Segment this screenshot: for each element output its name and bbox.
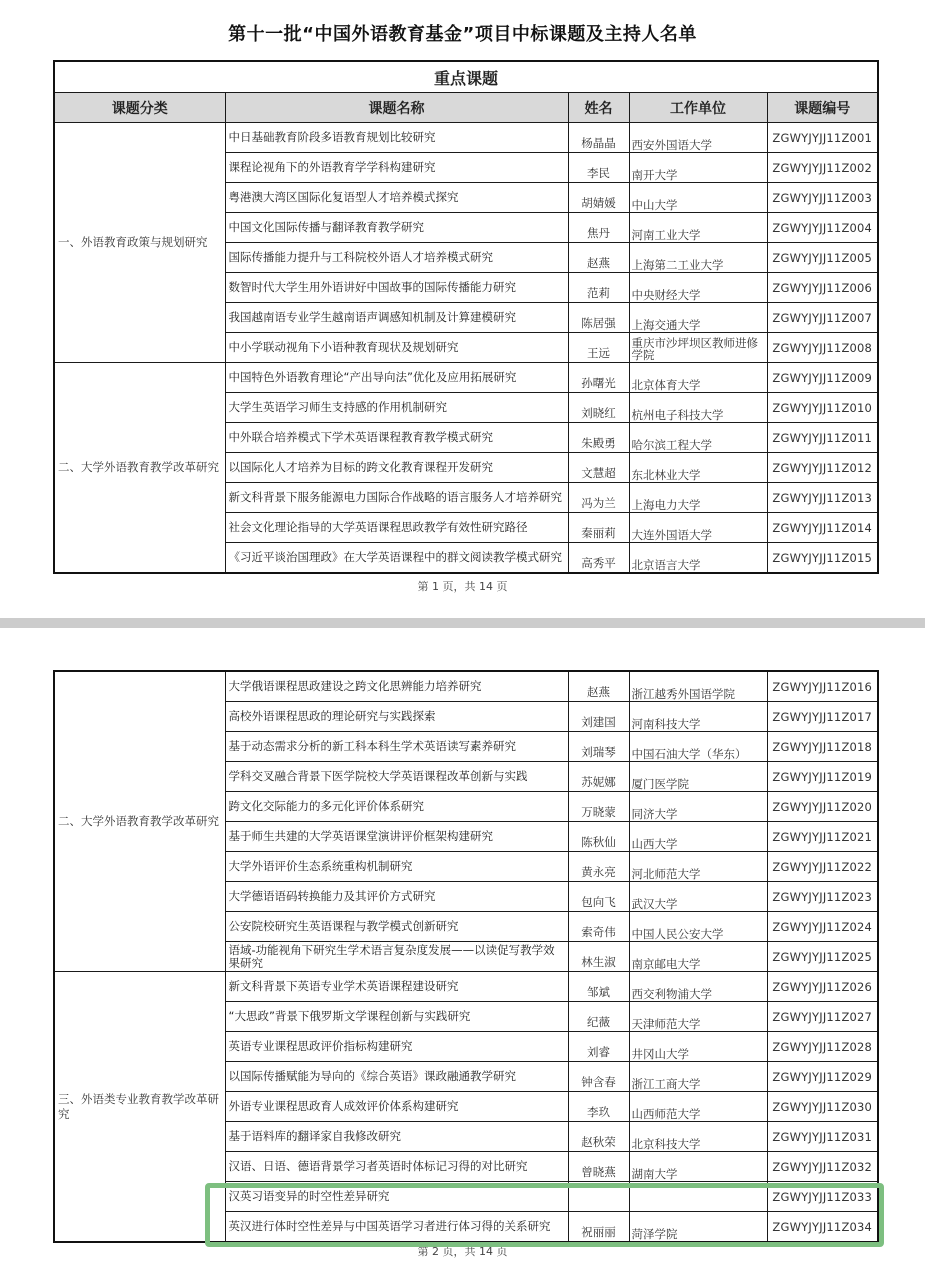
name-cell: 高秀平 bbox=[568, 543, 629, 574]
page2-table bbox=[53, 670, 879, 1243]
code-cell: ZGWYJYJJ11Z034 bbox=[767, 1212, 878, 1243]
topic-cell: 粤港澳大湾区国际化复语型人才培养模式探究 bbox=[225, 183, 568, 213]
code-cell: ZGWYJYJJ11Z008 bbox=[767, 333, 878, 363]
name-cell: 纪薇 bbox=[568, 1002, 629, 1032]
name-cell: 焦丹 bbox=[568, 213, 629, 243]
code-cell: ZGWYJYJJ11Z021 bbox=[767, 822, 878, 852]
unit-cell: 浙江越秀外国语学院 bbox=[629, 671, 767, 702]
code-cell: ZGWYJYJJ11Z016 bbox=[767, 671, 878, 702]
name-cell: 刘瑞琴 bbox=[568, 732, 629, 762]
code-cell: ZGWYJYJJ11Z012 bbox=[767, 453, 878, 483]
table-row bbox=[54, 671, 878, 702]
unit-cell: 西安外国语大学 bbox=[629, 123, 767, 153]
name-cell: 李民 bbox=[568, 153, 629, 183]
unit-cell: 北京体育大学 bbox=[629, 363, 767, 393]
topic-cell: 数智时代大学生用外语讲好中国故事的国际传播能力研究 bbox=[225, 273, 568, 303]
code-cell: ZGWYJYJJ11Z010 bbox=[767, 393, 878, 423]
code-cell: ZGWYJYJJ11Z028 bbox=[767, 1032, 878, 1062]
name-cell: 陈居强 bbox=[568, 303, 629, 333]
unit-cell: 中国人民公安大学 bbox=[629, 912, 767, 942]
name-cell: 钟含春 bbox=[568, 1062, 629, 1092]
name-cell: 黄永亮 bbox=[568, 852, 629, 882]
unit-cell: 西交利物浦大学 bbox=[629, 972, 767, 1002]
topic-cell: 中国文化国际传播与翻译教育教学研究 bbox=[225, 213, 568, 243]
code-cell: ZGWYJYJJ11Z007 bbox=[767, 303, 878, 333]
code-cell: ZGWYJYJJ11Z023 bbox=[767, 882, 878, 912]
topic-cell: 汉语、日语、德语背景学习者英语时体标记习得的对比研究 bbox=[225, 1152, 568, 1182]
topic-cell: 大学俄语课程思政建设之跨文化思辨能力培养研究 bbox=[225, 671, 568, 702]
unit-cell: 上海交通大学 bbox=[629, 303, 767, 333]
name-cell: 包向飞 bbox=[568, 882, 629, 912]
name-cell: 杨晶晶 bbox=[568, 123, 629, 153]
highlight-annotation-box bbox=[205, 1183, 884, 1247]
code-cell: ZGWYJYJJ11Z033 bbox=[767, 1182, 878, 1212]
name-cell: 祝丽丽 bbox=[568, 1212, 629, 1243]
name-cell: 刘建国 bbox=[568, 702, 629, 732]
code-cell: ZGWYJYJJ11Z001 bbox=[767, 123, 878, 153]
code-cell: ZGWYJYJJ11Z015 bbox=[767, 543, 878, 574]
name-cell: 范莉 bbox=[568, 273, 629, 303]
name-cell: 秦丽莉 bbox=[568, 513, 629, 543]
topic-cell: 中国特色外语教育理论“产出导向法”优化及应用拓展研究 bbox=[225, 363, 568, 393]
topic-cell: 基于师生共建的大学英语课堂演讲评价框架构建研究 bbox=[225, 822, 568, 852]
topic-cell: 高校外语课程思政的理论研究与实践探索 bbox=[225, 702, 568, 732]
name-cell: 赵燕 bbox=[568, 243, 629, 273]
unit-cell: 天津师范大学 bbox=[629, 1002, 767, 1032]
name-cell: 冯为兰 bbox=[568, 483, 629, 513]
code-cell: ZGWYJYJJ11Z027 bbox=[767, 1002, 878, 1032]
name-cell: 索奇伟 bbox=[568, 912, 629, 942]
code-cell: ZGWYJYJJ11Z025 bbox=[767, 942, 878, 972]
unit-cell: 南京邮电大学 bbox=[629, 942, 767, 972]
column-header-name: 姓名 bbox=[568, 93, 629, 123]
code-cell: ZGWYJYJJ11Z009 bbox=[767, 363, 878, 393]
code-cell: ZGWYJYJJ11Z013 bbox=[767, 483, 878, 513]
unit-cell: 大连外国语大学 bbox=[629, 513, 767, 543]
name-cell: 李玖 bbox=[568, 1092, 629, 1122]
page-separator bbox=[0, 618, 925, 628]
unit-cell: 南开大学 bbox=[629, 153, 767, 183]
name-cell: 刘晓红 bbox=[568, 393, 629, 423]
code-cell: ZGWYJYJJ11Z029 bbox=[767, 1062, 878, 1092]
unit-cell: 北京语言大学 bbox=[629, 543, 767, 574]
page-number: 第 1 页，共 14 页 bbox=[417, 580, 508, 593]
topic-cell: 以国际传播赋能为导向的《综合英语》课政融通教学研究 bbox=[225, 1062, 568, 1092]
unit-cell: 厦门医学院 bbox=[629, 762, 767, 792]
topic-cell: 中外联合培养模式下学术英语课程教育教学模式研究 bbox=[225, 423, 568, 453]
name-cell: 赵秋荣 bbox=[568, 1122, 629, 1152]
unit-cell: 杭州电子科技大学 bbox=[629, 393, 767, 423]
topic-cell: 公安院校研究生英语课程与教学模式创新研究 bbox=[225, 912, 568, 942]
topic-cell: 英语专业课程思政评价指标构建研究 bbox=[225, 1032, 568, 1062]
unit-cell: 湖南大学 bbox=[629, 1152, 767, 1182]
code-cell: ZGWYJYJJ11Z031 bbox=[767, 1122, 878, 1152]
section-title: 重点课题 bbox=[54, 61, 878, 93]
unit-cell: 重庆市沙坪坝区教师进修学院 bbox=[629, 333, 767, 363]
unit-cell: 河南工业大学 bbox=[629, 213, 767, 243]
unit-cell: 浙江工商大学 bbox=[629, 1062, 767, 1092]
unit-cell: 中央财经大学 bbox=[629, 273, 767, 303]
topic-cell: 新文科背景下英语专业学术英语课程建设研究 bbox=[225, 972, 568, 1002]
name-cell: 赵燕 bbox=[568, 671, 629, 702]
unit-cell: 菏泽学院 bbox=[629, 1212, 767, 1243]
code-cell: ZGWYJYJJ11Z022 bbox=[767, 852, 878, 882]
unit-cell: 东北林业大学 bbox=[629, 453, 767, 483]
topic-cell: 大学德语语码转换能力及其评价方式研究 bbox=[225, 882, 568, 912]
topic-cell: “大思政”背景下俄罗斯文学课程创新与实践研究 bbox=[225, 1002, 568, 1032]
column-header-category: 课题分类 bbox=[54, 93, 225, 123]
code-cell: ZGWYJYJJ11Z014 bbox=[767, 513, 878, 543]
unit-cell: 中国石油大学（华东） bbox=[629, 732, 767, 762]
topic-cell: 跨文化交际能力的多元化评价体系研究 bbox=[225, 792, 568, 822]
topic-cell: 基于语料库的翻译家自我修改研究 bbox=[225, 1122, 568, 1152]
code-cell: ZGWYJYJJ11Z002 bbox=[767, 153, 878, 183]
topic-cell: 中小学联动视角下小语种教育现状及规划研究 bbox=[225, 333, 568, 363]
topic-cell: 以国际化人才培养为目标的跨文化教育课程开发研究 bbox=[225, 453, 568, 483]
code-cell: ZGWYJYJJ11Z030 bbox=[767, 1092, 878, 1122]
topic-cell: 社会文化理论指导的大学英语课程思政教学有效性研究路径 bbox=[225, 513, 568, 543]
code-cell: ZGWYJYJJ11Z020 bbox=[767, 792, 878, 822]
code-cell: ZGWYJYJJ11Z032 bbox=[767, 1152, 878, 1182]
unit-cell: 武汉大学 bbox=[629, 882, 767, 912]
unit-cell: 北京科技大学 bbox=[629, 1122, 767, 1152]
column-header-code: 课题编号 bbox=[767, 93, 878, 123]
unit-cell: 上海电力大学 bbox=[629, 483, 767, 513]
topic-cell: 《习近平谈治国理政》在大学英语课程中的群文阅读教学模式研究 bbox=[225, 543, 568, 574]
unit-cell: 山西师范大学 bbox=[629, 1092, 767, 1122]
column-header-unit: 工作单位 bbox=[629, 93, 767, 123]
page1-table bbox=[53, 60, 879, 574]
topic-cell: 外语专业课程思政育人成效评价体系构建研究 bbox=[225, 1092, 568, 1122]
name-cell: 邹斌 bbox=[568, 972, 629, 1002]
unit-cell: 同济大学 bbox=[629, 792, 767, 822]
name-cell: 陈秋仙 bbox=[568, 822, 629, 852]
unit-cell: 山西大学 bbox=[629, 822, 767, 852]
topic-cell: 基于动态需求分析的新工科本科生学术英语读写素养研究 bbox=[225, 732, 568, 762]
name-cell: 胡婧媛 bbox=[568, 183, 629, 213]
category-cell: 一、外语教育政策与规划研究 bbox=[54, 123, 225, 363]
code-cell: ZGWYJYJJ11Z018 bbox=[767, 732, 878, 762]
code-cell: ZGWYJYJJ11Z004 bbox=[767, 213, 878, 243]
category-cell: 二、大学外语教育教学改革研究 bbox=[54, 363, 225, 574]
topic-cell: 课程论视角下的外语教育学学科构建研究 bbox=[225, 153, 568, 183]
name-cell: 文慧超 bbox=[568, 453, 629, 483]
name-cell: 林生淑 bbox=[568, 942, 629, 972]
name-cell: 苏妮娜 bbox=[568, 762, 629, 792]
name-cell: 王远 bbox=[568, 333, 629, 363]
name-cell: 孙曙光 bbox=[568, 363, 629, 393]
code-cell: ZGWYJYJJ11Z003 bbox=[767, 183, 878, 213]
table-row bbox=[54, 123, 878, 153]
category-cell: 二、大学外语教育教学改革研究 bbox=[54, 671, 225, 972]
topic-cell: 大学外语评价生态系统重构机制研究 bbox=[225, 852, 568, 882]
code-cell: ZGWYJYJJ11Z024 bbox=[767, 912, 878, 942]
document-title: 第十一批“中国外语教育基金”项目中标课题及主持人名单 bbox=[228, 24, 697, 45]
code-cell: ZGWYJYJJ11Z006 bbox=[767, 273, 878, 303]
category-cell: 三、外语类专业教育教学改革研究 bbox=[54, 972, 225, 1243]
name-cell: 曾晓燕 bbox=[568, 1152, 629, 1182]
name-cell: 刘睿 bbox=[568, 1032, 629, 1062]
code-cell: ZGWYJYJJ11Z019 bbox=[767, 762, 878, 792]
unit-cell: 井冈山大学 bbox=[629, 1032, 767, 1062]
code-cell: ZGWYJYJJ11Z017 bbox=[767, 702, 878, 732]
unit-cell: 河南科技大学 bbox=[629, 702, 767, 732]
topic-cell: 我国越南语专业学生越南语声调感知机制及计算建模研究 bbox=[225, 303, 568, 333]
topic-cell: 汉英习语变异的时空性差异研究 bbox=[225, 1182, 568, 1212]
table-row bbox=[54, 972, 878, 1002]
name-cell: 朱殿勇 bbox=[568, 423, 629, 453]
unit-cell: 哈尔滨工程大学 bbox=[629, 423, 767, 453]
name-cell: 万晓蒙 bbox=[568, 792, 629, 822]
code-cell: ZGWYJYJJ11Z026 bbox=[767, 972, 878, 1002]
table-row bbox=[54, 363, 878, 393]
topic-cell: 新文科背景下服务能源电力国际合作战略的语言服务人才培养研究 bbox=[225, 483, 568, 513]
topic-cell: 中日基础教育阶段多语教育规划比较研究 bbox=[225, 123, 568, 153]
page-number: 第 2 页，共 14 页 bbox=[417, 1245, 508, 1258]
topic-cell: 语域-功能视角下研究生学术语言复杂度发展——以读促写教学效果研究 bbox=[225, 942, 568, 972]
code-cell: ZGWYJYJJ11Z005 bbox=[767, 243, 878, 273]
code-cell: ZGWYJYJJ11Z011 bbox=[767, 423, 878, 453]
unit-cell: 上海第二工业大学 bbox=[629, 243, 767, 273]
unit-cell: 中山大学 bbox=[629, 183, 767, 213]
topic-cell: 英汉进行体时空性差异与中国英语学习者进行体习得的关系研究 bbox=[225, 1212, 568, 1243]
unit-cell: 河北师范大学 bbox=[629, 852, 767, 882]
topic-cell: 学科交叉融合背景下医学院校大学英语课程改革创新与实践 bbox=[225, 762, 568, 792]
topic-cell: 国际传播能力提升与工科院校外语人才培养模式研究 bbox=[225, 243, 568, 273]
column-header-topic: 课题名称 bbox=[225, 93, 568, 123]
topic-cell: 大学生英语学习师生支持感的作用机制研究 bbox=[225, 393, 568, 423]
